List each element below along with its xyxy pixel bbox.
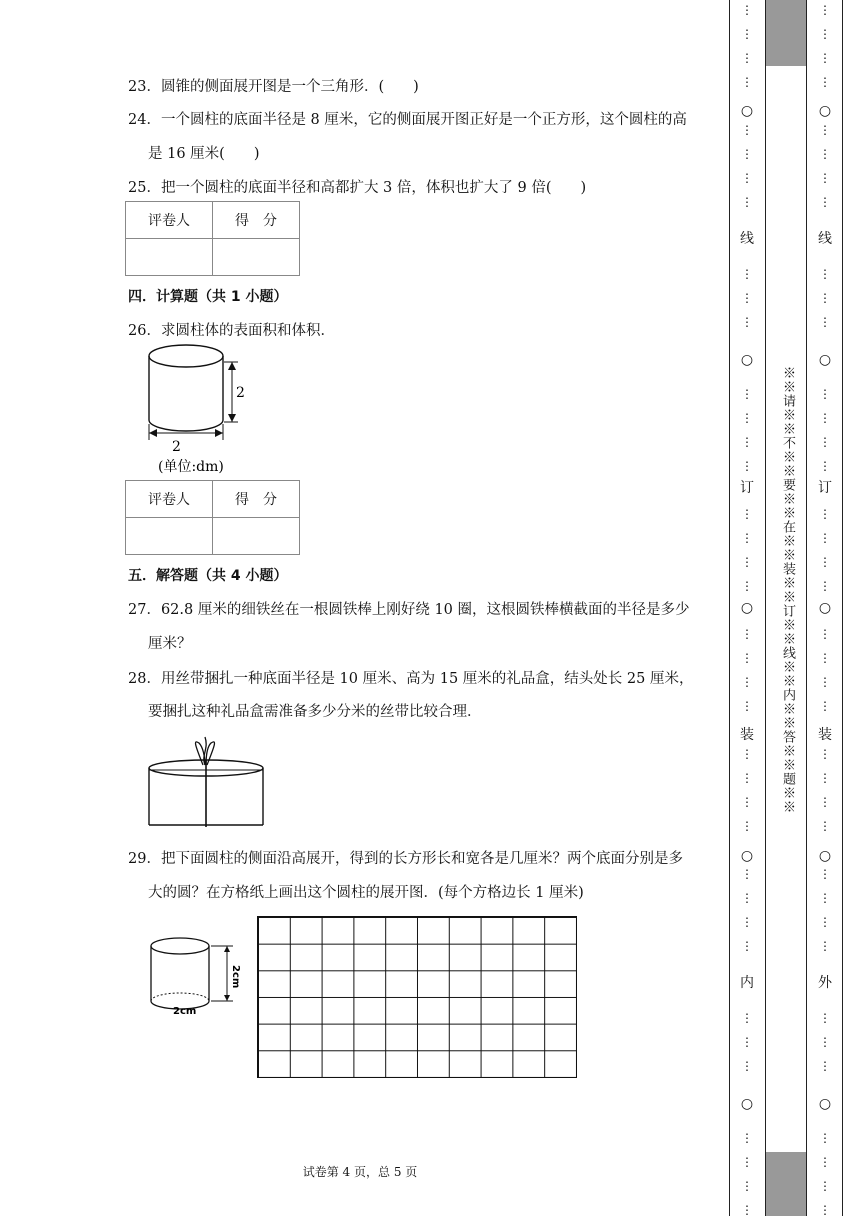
dot-leader: ⋮ (819, 411, 831, 425)
width-label-29: 2cm (173, 1006, 197, 1017)
dot-leader: ⋮ (741, 171, 753, 185)
circle-mark: ○ (818, 103, 832, 119)
dot-leader: ⋮ (819, 147, 831, 161)
binding-line-outer (842, 0, 843, 1216)
circle-mark: ○ (818, 352, 832, 368)
dot-leader: ⋮ (741, 699, 753, 713)
dot-leader: ⋮ (741, 1203, 753, 1217)
height-label-26: 2 (236, 385, 245, 401)
dot-leader: ⋮ (741, 1011, 753, 1025)
gray-block-bottom (766, 1152, 806, 1216)
circle-mark: ○ (818, 848, 832, 864)
width-label-26: 2 (172, 439, 181, 455)
dot-leader: ⋮ (741, 435, 753, 449)
binding-mark-bind: 装 (740, 727, 754, 743)
score-table (125, 201, 300, 276)
dot-leader: ⋮ (819, 291, 831, 305)
binding-mark-order: 订 (740, 480, 754, 496)
binding-warning-text: ※※请※※不※※要※※在※※装※※订※※线※※内※※答※※题※※ (780, 366, 795, 814)
dot-leader: ⋮ (819, 771, 831, 785)
dot-leader: ⋮ (741, 867, 753, 881)
dot-leader: ⋮ (819, 267, 831, 281)
dot-leader: ⋮ (819, 123, 831, 137)
dot-leader: ⋮ (741, 579, 753, 593)
question-24-line2: 是 16 厘米( ) (148, 146, 260, 162)
question-29-line1: 29．把下面圆柱的侧面沿高展开，得到的长方形长和宽各是几厘米？两个底面分别是多 (128, 851, 683, 867)
binding-line-mid (765, 0, 766, 1216)
question-27-line1: 27．62.8 厘米的细铁丝在一根圆铁棒上刚好绕 10 圈，这根圆铁棒横截面的半径是多少 (128, 602, 690, 618)
reviewer-label: 评卷人 (126, 481, 213, 518)
dot-leader: ⋮ (819, 75, 831, 89)
dot-leader: ⋮ (741, 531, 753, 545)
dot-leader: ⋮ (819, 171, 831, 185)
score-table (125, 480, 300, 555)
dot-leader: ⋮ (819, 795, 831, 809)
dot-leader: ⋮ (741, 387, 753, 401)
dot-leader: ⋮ (819, 1203, 831, 1217)
dot-leader: ⋮ (819, 1131, 831, 1145)
dot-leader: ⋮ (819, 1011, 831, 1025)
dot-leader: ⋮ (741, 147, 753, 161)
page-footer: 试卷第 4 页，总 5 页 (302, 1165, 418, 1179)
dot-leader: ⋮ (741, 747, 753, 761)
cylinder-figure-26 (140, 340, 260, 480)
circle-mark: ○ (740, 352, 754, 368)
dot-leader: ⋮ (819, 555, 831, 569)
dot-leader: ⋮ (741, 291, 753, 305)
binding-mark-line: 线 (740, 231, 754, 247)
question-28-line2: 要捆扎这种礼品盒需准备多少分米的丝带比较合理． (148, 704, 482, 720)
binding-mark-order: 订 (818, 480, 832, 496)
dot-leader: ⋮ (741, 675, 753, 689)
unit-label-26: (单位:dm) (158, 459, 224, 475)
dot-leader: ⋮ (819, 651, 831, 665)
dot-leader: ⋮ (741, 627, 753, 641)
dot-leader: ⋮ (819, 27, 831, 41)
dot-leader: ⋮ (819, 1035, 831, 1049)
dot-leader: ⋮ (741, 1179, 753, 1193)
dot-leader: ⋮ (819, 915, 831, 929)
dot-leader: ⋮ (819, 675, 831, 689)
dot-leader: ⋮ (741, 459, 753, 473)
dot-leader: ⋮ (741, 1131, 753, 1145)
section-heading-answer: 五．解答题（共 4 小题） (128, 568, 288, 584)
circle-mark: ○ (740, 103, 754, 119)
dot-leader: ⋮ (819, 1179, 831, 1193)
dot-leader: ⋮ (819, 627, 831, 641)
dot-leader: ⋮ (741, 75, 753, 89)
height-label-29: 2cm (230, 965, 241, 989)
binding-mark-line: 线 (818, 231, 832, 247)
dot-leader: ⋮ (819, 939, 831, 953)
reviewer-label: 评卷人 (126, 202, 213, 239)
dot-leader: ⋮ (741, 411, 753, 425)
question-28-line1: 28．用丝带捆扎一种底面半径是 10 厘米、高为 15 厘米的礼品盒，结头处长 25 厘米， (128, 671, 694, 687)
circle-mark: ○ (740, 600, 754, 616)
binding-line-mid2 (806, 0, 807, 1216)
dot-leader: ⋮ (741, 51, 753, 65)
question-29-line2: 大的圆？在方格纸上画出这个圆柱的展开图．(每个方格边长 1 厘米) (148, 885, 584, 901)
dot-leader: ⋮ (741, 123, 753, 137)
dot-leader: ⋮ (819, 579, 831, 593)
score-label: 得 分 (213, 202, 300, 239)
binding-mark-inside: 内 (740, 975, 754, 991)
binding-mark-outside: 外 (818, 975, 832, 991)
gift-box-figure-28 (145, 735, 275, 830)
circle-mark: ○ (818, 1096, 832, 1112)
dot-leader: ⋮ (741, 1035, 753, 1049)
dot-leader: ⋮ (819, 315, 831, 329)
dot-leader: ⋮ (741, 507, 753, 521)
dot-leader: ⋮ (741, 27, 753, 41)
question-26: 26．求圆柱体的表面积和体积． (128, 323, 335, 339)
dot-leader: ⋮ (741, 651, 753, 665)
grid-paper[interactable] (257, 916, 577, 1078)
dot-leader: ⋮ (819, 507, 831, 521)
dot-leader: ⋮ (819, 819, 831, 833)
score-cell[interactable] (213, 239, 300, 276)
dot-leader: ⋮ (741, 3, 753, 17)
dot-leader: ⋮ (819, 387, 831, 401)
dot-leader: ⋮ (819, 1155, 831, 1169)
dot-leader: ⋮ (819, 459, 831, 473)
dot-leader: ⋮ (819, 891, 831, 905)
question-25: 25．把一个圆柱的底面半径和高都扩大 3 倍，体积也扩大了 9 倍( ) (128, 180, 587, 196)
circle-mark: ○ (818, 600, 832, 616)
question-23: 23．圆锥的侧面展开图是一个三角形．( ) (128, 79, 419, 95)
reviewer-cell[interactable] (126, 239, 213, 276)
dot-leader: ⋮ (819, 531, 831, 545)
dot-leader: ⋮ (819, 195, 831, 209)
score-label: 得 分 (213, 481, 300, 518)
dot-leader: ⋮ (819, 867, 831, 881)
circle-mark: ○ (740, 1096, 754, 1112)
dot-leader: ⋮ (819, 51, 831, 65)
section-heading-calc: 四．计算题（共 1 小题） (128, 289, 288, 305)
reviewer-cell[interactable] (126, 518, 213, 555)
dot-leader: ⋮ (819, 699, 831, 713)
dot-leader: ⋮ (741, 1059, 753, 1073)
dot-leader: ⋮ (741, 819, 753, 833)
binding-mark-bind: 装 (818, 727, 832, 743)
dot-leader: ⋮ (741, 195, 753, 209)
dot-leader: ⋮ (741, 915, 753, 929)
dot-leader: ⋮ (741, 267, 753, 281)
dot-leader: ⋮ (819, 1059, 831, 1073)
dot-leader: ⋮ (741, 315, 753, 329)
binding-line-inner (729, 0, 730, 1216)
dot-leader: ⋮ (741, 795, 753, 809)
cylinder-figure-29 (145, 935, 245, 1020)
dot-leader: ⋮ (741, 1155, 753, 1169)
dot-leader: ⋮ (741, 891, 753, 905)
dot-leader: ⋮ (741, 771, 753, 785)
score-cell[interactable] (213, 518, 300, 555)
gray-block-top (766, 0, 806, 66)
circle-mark: ○ (740, 848, 754, 864)
dot-leader: ⋮ (819, 3, 831, 17)
dot-leader: ⋮ (819, 435, 831, 449)
dot-leader: ⋮ (741, 555, 753, 569)
question-24-line1: 24．一个圆柱的底面半径是 8 厘米，它的侧面展开图正好是一个正方形，这个圆柱的高 (128, 112, 687, 128)
dot-leader: ⋮ (819, 747, 831, 761)
dot-leader: ⋮ (741, 939, 753, 953)
question-27-line2: 厘米？ (148, 636, 192, 652)
